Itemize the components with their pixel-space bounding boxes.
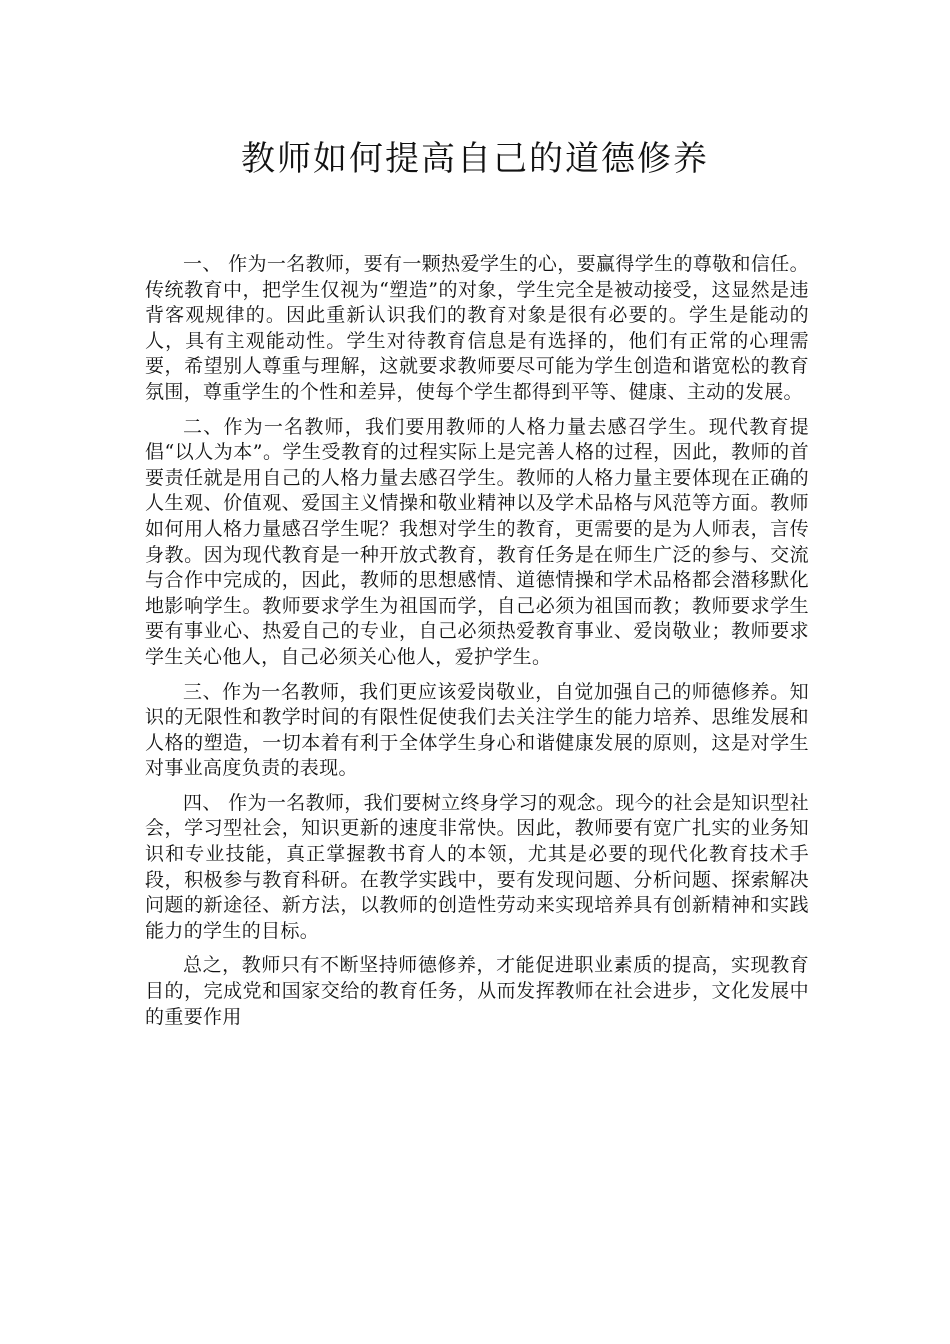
paragraph-conclusion: 总之，教师只有不断坚持师德修养，才能促进职业素质的提高，实现教育目的，完成党和国家交给的教育任务，从而发挥教师在社会进步，文化发展中的重要作用 [145,954,809,1028]
document-body [145,252,809,1039]
paragraph-3: 三、作为一名教师，我们更应该爱岗敬业，自觉加强自己的师德修养。知识的无限性和教学时间的有限性促使我们去关注学生的能力培养、思维发展和人格的塑造，一切本着有利于全体学生身心和谐健康发展的原则，这是对学生对事业高度负责的表现。 [145,680,809,780]
document-title: 教师如何提高自己的道德修养 [241,139,709,179]
paragraph-1: 一、 作为一名教师，要有一颗热爱学生的心，要赢得学生的尊敬和信任。传统教育中，把学生仅视为“塑造”的对象，学生完全是被动接受，这显然是违背客观规律的。因此重新认识我们的教育对象是很有必要的。学生是能动的人，具有主观能动性。学生对待教育信息是有选择的，他们有正常的心理需要，希望别人尊重与理解，这就要求教师要尽可能为学生创造和谐宽松的教育氛围，尊重学生的个性和差异，使每个学生都得到平等、健康、主动的发展。 [145,253,809,403]
paragraph-4: 四、 作为一名教师，我们要树立终身学习的观念。现今的社会是知识型社会，学习型社会，知识更新的速度非常快。因此，教师要有宽广扎实的业务知识和专业技能，真正掌握教书育人的本领，尤其是必要的现代化教育技术手段，积极参与教育科研。在教学实践中，要有发现问题、分析问题、探索解决问题的新途径、新方法，以教师的创造性劳动来实现培养具有创新精神和实践能力的学生的目标。 [145,791,809,942]
paragraph-2: 二、作为一名教师，我们要用教师的人格力量去感召学生。现代教育提倡“以人为本”。学生受教育的过程实际上是完善人格的过程，因此，教师的首要责任就是用自己的人格力量去感召学生。教师的人格力量主要体现在正确的人生观、价值观、爱国主义情操和敬业精神以及学术品格与风范等方面。教师如何用人格力量感召学生呢？我想对学生的教育，更需要的是为人师表，言传身教。因为现代教育是一种开放式教育，教育任务是在师生广泛的参与、交流与合作中完成的，因此，教师的思想感情、道德情操和学术品格都会潜移默化地影响学生。教师要求学生为祖国而学，自己必须为祖国而教；教师要求学生要有事业心、热爱自己的专业，自己必须热爱教育事业、爱岗敬业；教师要求学生关心他人，自己必须关心他人，爱护学生。 [145,415,809,668]
